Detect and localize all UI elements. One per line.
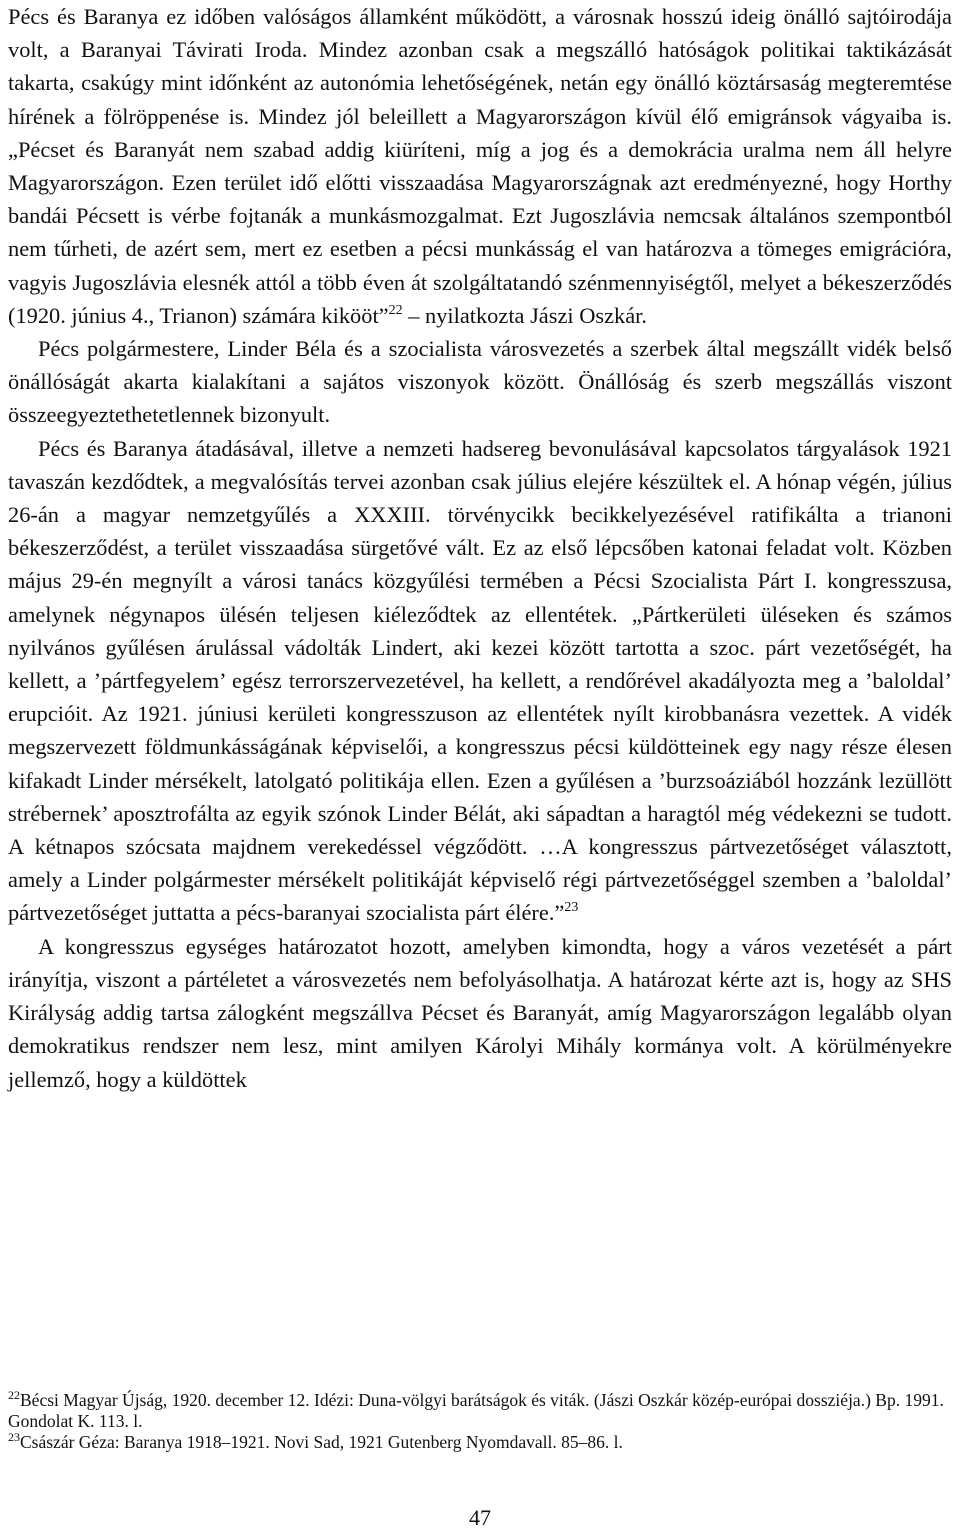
page-number: 47 (469, 1505, 491, 1530)
paragraph-4 (8, 930, 952, 1096)
footnote-23 (8, 1432, 952, 1453)
paragraph-2 (8, 332, 952, 432)
footnote-ref-23: 23 (564, 900, 579, 916)
body-text (8, 0, 952, 1096)
footnote-ref-22: 22 (388, 302, 403, 318)
paragraph-3 (8, 432, 952, 930)
footnote-23-text: Császár Géza: Baranya 1918–1921. Novi Sad, 1921 Gutenberg Nyomdavall. 85–86. l. (20, 1432, 623, 1452)
paragraph-1-tail: – nyilatkozta Jászi Oszkár. (402, 302, 647, 328)
footnote-22 (8, 1390, 952, 1432)
footnote-22-number: 22 (8, 1388, 20, 1402)
footnote-23-number: 23 (8, 1430, 20, 1444)
footnote-22-text: Bécsi Magyar Újság, 1920. december 12. Idézi: Duna-völgyi barátságok és viták. (Jászi Oszkár közép-európai dossziéja.) Bp. 1991. Gondolat K. 113. l. (8, 1390, 944, 1431)
document-page (8, 0, 952, 1535)
footnotes (8, 1390, 952, 1453)
paragraph-1-text: Pécs és Baranya ez időben valóságos államként működött, a városnak hosszú ideig önálló sajtóirodája volt, a Baranyai Távirati Iroda. Mindez azonban csak a megszálló hatóságok politikai taktikázását takarta, csakúgy mint időnként az autonómia lehetőségének, netán egy önálló köztársaság megteremtése hírének a fölröppenése is. Mindez jól beleillett a Magyarországon kívül élő emigránsok vágyaiba is. „Pécset és Baranyát nem szabad addig kiüríteni, míg a jog és a demokrácia uralma nem áll helyre Magyarországon. Ezen terület idő előtti visszaadása Magyarországnak azt eredményezné, hogy Horthy bandái Pécsett is vérbe fojtanák a munkásmozgalmat. Ezt Jugoszlávia nemcsak általános szempontból nem tűrheti, de azért sem, mert ez esetben a pécsi munkásság el van határozva a tömeges emigrációra, vagyis Jugoszlávia elesnék attól a több éven át szolgáltatandó szénmennyiségtől, melyet a békeszerződés (1920. június 4., Trianon) számára kikööt” (8, 4, 952, 328)
paragraph-2-text: Pécs polgármestere, Linder Béla és a szocialista városvezetés a szerbek által megszállt vidék belső önállóságát akarta kialakítani a sajátos viszonyok között. Önállóság és szerb megszállás viszont összeegyeztethetetlennek bizonyult. (8, 336, 952, 428)
paragraph-3-text: Pécs és Baranya átadásával, illetve a nemzeti hadsereg bevonulásával kapcsolatos tárgyalások 1921 tavaszán kezdődtek, a megvalósítás tervei azonban csak július elejére készültek el. A hónap végén, július 26-án a magyar nemzetgyűlés a XXXIII. törvénycikk becikkelyezésével ratifikálta a trianoni békeszerződést, a terület visszaadása sürgetővé vált. Ez az első lépcsőben katonai feladat volt. Közben május 29-én megnyílt a városi tanács közgyűlési termében a Pécsi Szocialista Párt I. kongresszusa, amelynek négynapos ülésén teljesen kiéleződtek az ellentétek. „Pártkerületi üléseken és számos nyilvános gyűlésen árulással vádolták Lindert, aki kezei között tartotta a szoc. párt vezetőségét, ha kellett, a ’pártfegyelem’ egész terrorszervezetével, ha kellett, a rendőrével akadályozta meg a ’baloldal’ erupcióit. Az 1921. júniusi kerületi kongresszuson az ellentétek nyílt kirobbanásra vezettek. A vidék megszervezett földmunkásságának képviselői, a kongresszus pécsi küldötteinek egy nagy része élesen kifakadt Linder mérsékelt, latolgató politikája ellen. Ezen a gyűlésen a ’burzsoáziából hozzánk lezüllött strébernek’ aposztrofálta az egyik szónok Linder Bélát, aki sápadtan a haragtól még védekezni se tudott. A kétnapos szócsata majdnem verekedéssel végződött. …A kongresszus pártvezetőséget választott, amely a Linder polgármester mérsékelt politikáját képviselő régi pártvezetőséggel szemben a ’baloldal’ pártvezetőséget juttatta a pécs-baranyai szocialista párt élére.” (8, 435, 952, 926)
paragraph-1 (8, 0, 952, 332)
paragraph-4-text: A kongresszus egységes határozatot hozott, amelyben kimondta, hogy a város vezetését a párt irányítja, viszont a pártéletet a városvezetés nem befolyásolhatja. A határozat kérte azt is, hogy az SHS Királyság addig tartsa zálogként megszállva Pécset és Baranyát, amíg Magyarországon legalább olyan demokratikus rendszer nem lesz, mint amilyen Károlyi Mihály kormánya volt. A körülményekre jellemző, hogy a küldöttek (8, 933, 952, 1092)
